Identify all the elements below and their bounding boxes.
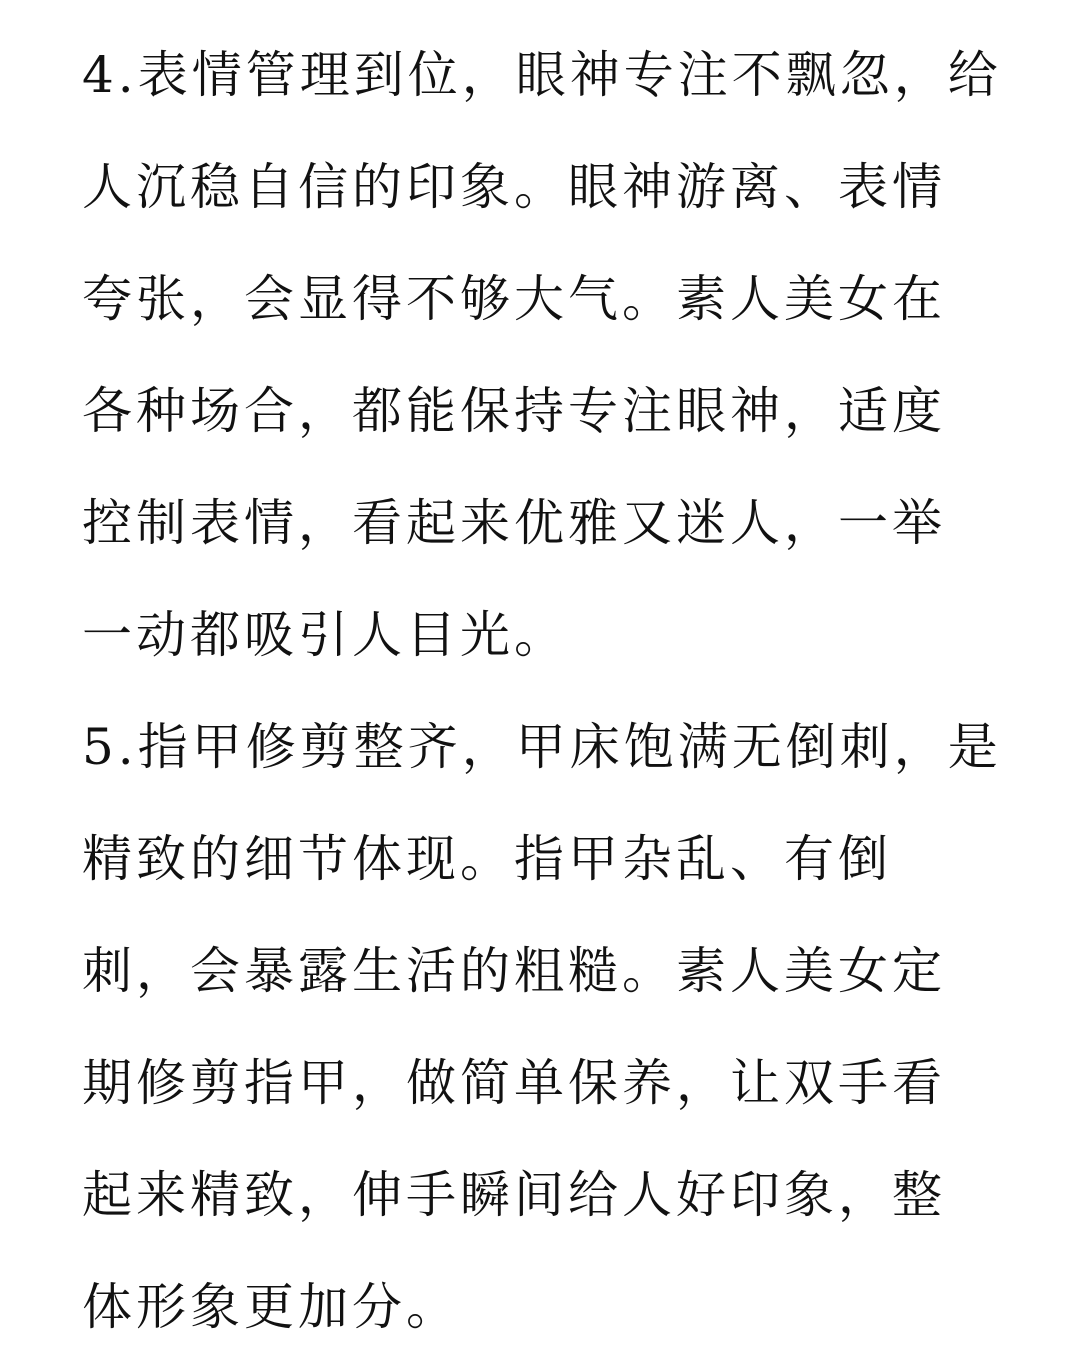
paragraph-5-line-4: 期修剪指甲，做简单保养，让双手看 (82, 1054, 946, 1112)
paragraph-4-line-6: 一动都吸引人目光。 (82, 606, 568, 664)
paragraph-5-line-1: 5.指甲修剪整齐，甲床饱满无倒刺，是 (82, 718, 1002, 776)
paragraph-5-line-6: 体形象更加分。 (82, 1278, 460, 1336)
paragraph-5-line-5: 起来精致，伸手瞬间给人好印象，整 (82, 1166, 946, 1224)
paragraph-4-line-1: 4.表情管理到位，眼神专注不飘忽，给 (82, 46, 1002, 104)
paragraph-4-line-5: 控制表情，看起来优雅又迷人，一举 (82, 494, 946, 552)
paragraph-5-line-2: 精致的细节体现。指甲杂乱、有倒 (82, 830, 892, 888)
paragraph-4-line-3: 夸张，会显得不够大气。素人美女在 (82, 270, 946, 328)
paragraph-4-line-2: 人沉稳自信的印象。眼神游离、表情 (82, 158, 946, 216)
paragraph-4-line-4: 各种场合，都能保持专注眼神，适度 (82, 382, 946, 440)
paragraph-5-line-3: 刺，会暴露生活的粗糙。素人美女定 (82, 942, 946, 1000)
